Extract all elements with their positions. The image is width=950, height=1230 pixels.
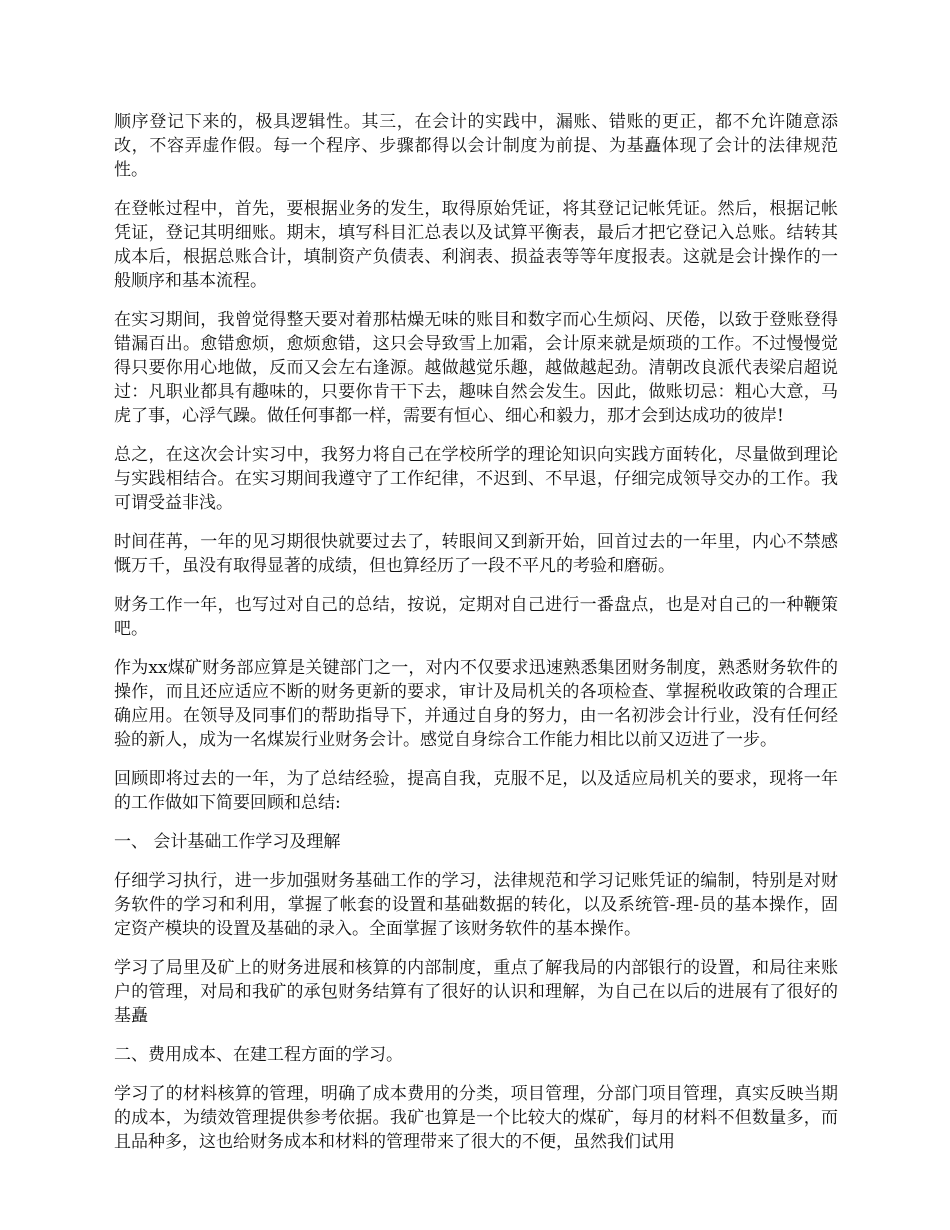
paragraph-conclusion: 总之，在这次会计实习中，我努力将自己在学校所学的理论知识向实践方面转化，尽量做到理论与实践相结合。在实习期间我遵守了工作纪律，不迟到、不早退，仔细完成领导交办的工作。我可谓受益非浅。 — [114, 445, 838, 513]
section-heading-accounting-basics: 一、 会计基础工作学习及理解 — [114, 832, 341, 852]
paragraph-year-review: 时间荏苒，一年的见习期很快就要过去了，转眼间又到新开始，回首过去的一年里，内心不禁感慨万千，虽没有取得显著的成绩，但也算经历了一段不平凡的考验和磨砺。 — [114, 532, 838, 576]
document-page — [114, 110, 838, 1169]
paragraph-finance-department: 作为xx煤矿财务部应算是关键部门之一，对内不仅要求迅速熟悉集团财务制度，熟悉财务软件的操作，而且还应适应不断的财务更新的要求，审计及局机关的各项检查、掌握税收政策的合理正确应用。在领导及同事们的帮助指导下，并通过自身的努力，由一名初涉会计行业，没有任何经验的新人，成为一名煤炭行业财务会计。感觉自身综合工作能力相比以前又迈进了一步。 — [114, 658, 838, 750]
paragraph-review-intro: 回顾即将过去的一年，为了总结经验，提高自我，克服不足，以及适应局机关的要求，现将一年的工作做如下简要回顾和总结: — [114, 769, 838, 813]
paragraph-material-accounting: 学习了的材料核算的管理，明确了成本费用的分类，项目管理，分部门项目管理，真实反映当期的成本，为绩效管理提供参考依据。我矿也算是一个比较大的煤矿，每月的材料不但数量多，而且品种多，这也给财务成本和材料的管理带来了很大的不便，虽然我们试用 — [114, 1084, 838, 1152]
paragraph-bookkeeping-process: 在登帐过程中，首先，要根据业务的发生，取得原始凭证，将其登记记帐凭证。然后，根据记帐凭证，登记其明细账。期末，填写科目汇总表以及试算平衡表，最后才把它登记入总账。结转其成本后，根据总账合计，填制资产负债表、利润表、损益表等等年度报表。这就是会计操作的一般顺序和基本流程。 — [114, 199, 838, 291]
section-heading-cost-construction: 二、费用成本、在建工程方面的学习。 — [114, 1045, 403, 1065]
paragraph-internal-system: 学习了局里及矿上的财务进展和核算的内部制度，重点了解我局的内部银行的设置，和局往来账户的管理，对局和我矿的承包财务结算有了很好的认识和理解，为自己在以后的进展有了很好的基矗 — [114, 958, 838, 1026]
paragraph-logic: 顺序登记下来的，极具逻辑性。其三，在会计的实践中，漏账、错账的更正，都不允许随意添改，不容弄虚作假。每一个程序、步骤都得以会计制度为前提、为基矗体现了会计的法律规范性。 — [114, 112, 838, 180]
paragraph-software-study: 仔细学习执行，进一步加强财务基础工作的学习，法律规范和学习记账凭证的编制，特别是对财务软件的学习和利用，掌握了帐套的设置和基础数据的转化，以及系统管-理-员的基本操作，固定资产模块的设置及基础的录入。全面掌握了该财务软件的基本操作。 — [114, 871, 838, 939]
paragraph-self-summary: 财务工作一年，也写过对自己的总结，按说，定期对自己进行一番盘点，也是对自己的一种鞭策吧。 — [114, 595, 838, 639]
paragraph-internship-experience: 在实习期间，我曾觉得整天要对着那枯燥无味的账目和数字而心生烦闷、厌倦，以致于登账登得错漏百出。愈错愈烦，愈烦愈错，这只会导致雪上加霜，会计原来就是烦琐的工作。不过慢慢觉得只要你用心地做，反而又会左右逢源。越做越觉乐趣，越做越起劲。清朝改良派代表梁启超说过：凡职业都具有趣味的，只要你肯干下去，趣味自然会发生。因此，做账切忌：粗心大意，马虎了事，心浮气躁。做任何事都一样，需要有恒心、细心和毅力，那才会到达成功的彼岸! — [114, 310, 838, 426]
